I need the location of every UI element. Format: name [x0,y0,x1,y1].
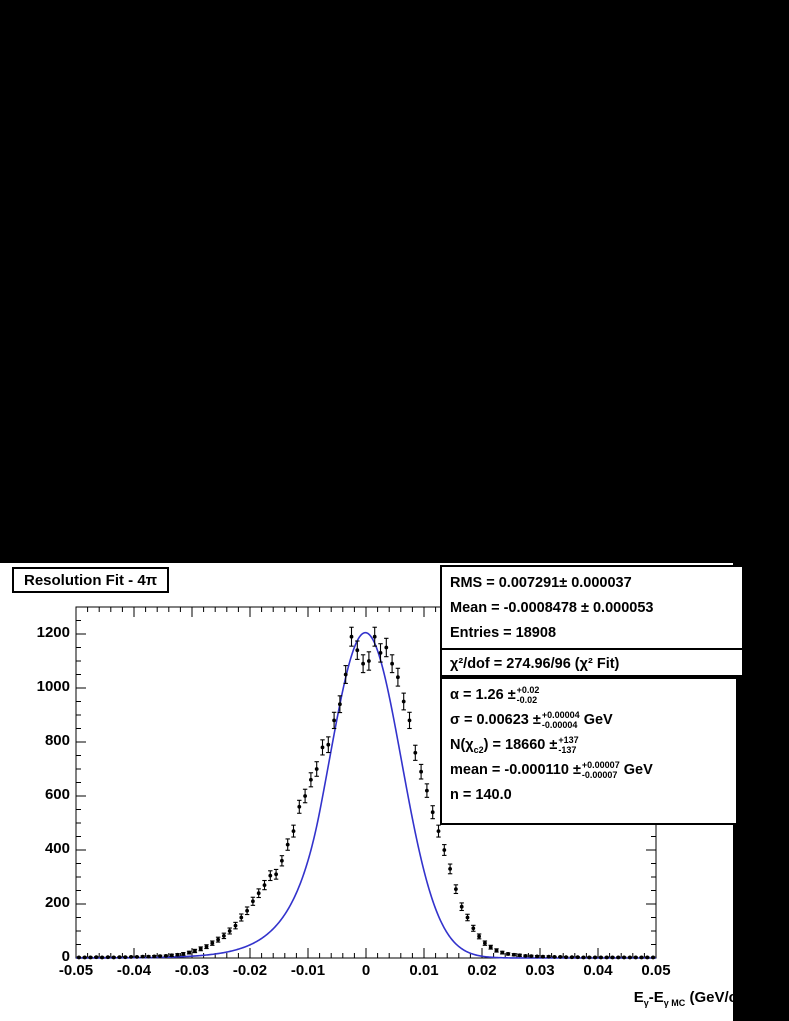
stats-box-fit [440,677,738,825]
stat-entries: Entries = 18908 [450,625,557,641]
fit-mean-unit: GeV [623,762,653,778]
fit-sigma-err-up: +0.00004 [541,710,580,721]
x-axis-title-unit: (GeV/c [685,989,737,1006]
stat-rms: RMS = 0.007291± 0.000037 [450,575,632,591]
x-tick-label: 0.05 [641,962,671,979]
fit-mean-errors [582,760,620,780]
x-tick-label: -0.03 [174,962,210,979]
x-tick-label: 0.03 [525,962,555,979]
fit-sigma-unit: GeV [583,712,613,728]
fit-n-chic2-value: ) = 18660 ± [483,737,558,753]
y-tick-label: 1000 [36,678,70,695]
fit-n-chic2-err-dn: -137 [558,745,577,756]
fit-mean-err-dn: -0.00007 [581,770,618,781]
fit-mean-err-up: +0.00007 [581,760,620,771]
stat-mean: Mean = -0.0008478 ± 0.000053 [450,600,654,616]
fit-n-chic2 [450,733,728,758]
x-tick-label: 0.01 [409,962,439,979]
fit-mean [450,758,728,783]
fit-alpha-label: α = 1.26 ± [450,687,516,703]
x-axis-title-close: ) [742,989,747,1006]
x-axis-title-dash: -E [648,989,664,1006]
stat-chi2: χ²/dof = 274.96/96 (χ² Fit) [450,656,620,672]
fit-sigma [450,708,728,733]
y-tick-label: 200 [44,894,70,911]
x-axis-title-e1: E [633,989,644,1006]
x-axis-title-sub1: γ [643,998,649,1008]
x-tick-label: -0.04 [116,962,152,979]
x-tick-label: 0.04 [583,962,613,979]
x-tick-label: 0 [361,962,371,979]
x-axis-title [634,989,747,1006]
y-tick-label: 600 [44,786,70,803]
fit-sigma-label: σ = 0.00623 ± [450,712,541,728]
fit-n: n = 140.0 [450,787,512,803]
fit-sigma-errors [542,710,580,730]
fit-n-chic2-errors [558,735,578,755]
y-tick-label: 0 [61,948,70,965]
x-axis-title-sub2: γ MC [663,998,686,1008]
y-tick-label: 400 [44,840,70,857]
fit-alpha-err-dn: -0.02 [516,695,538,706]
x-tick-label: -0.05 [58,962,94,979]
plot-title: Resolution Fit - 4π [24,571,158,589]
x-tick-label: 0.02 [467,962,497,979]
x-tick-label: -0.01 [290,962,326,979]
stats-divider [442,648,742,650]
x-tick-label: -0.02 [232,962,268,979]
fit-alpha-err-up: +0.02 [516,685,540,696]
fit-mean-label: mean = -0.000110 ± [450,762,581,778]
y-tick-label: 800 [44,732,70,749]
fit-n-chic2-err-up: +137 [558,735,579,746]
fit-n-chic2-label: N(χ [450,737,474,753]
y-tick-label: 1200 [36,624,70,641]
stats-box-summary [440,565,744,677]
x-axis-title-sup: 2 [736,988,742,998]
fit-alpha-errors [517,685,540,705]
fit-n-chic2-sub: c2 [473,744,484,755]
fit-alpha [450,683,728,708]
fit-sigma-err-dn: -0.00004 [541,720,578,731]
